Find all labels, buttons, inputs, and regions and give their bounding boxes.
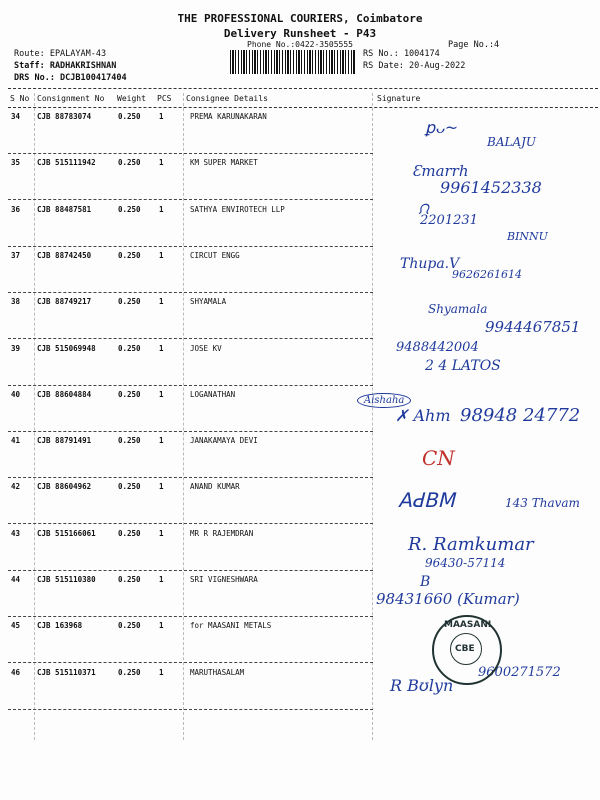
row-consignee: SATHYA ENVIROTECH LLP	[190, 204, 285, 214]
row-weight: 0.250	[118, 389, 141, 399]
row-pcs: 1	[159, 297, 164, 307]
row-pcs: 1	[159, 482, 164, 492]
header-divider	[8, 88, 598, 89]
handwriting-note: BALAJU	[487, 135, 537, 149]
handwriting-note: 143 Thavam	[505, 496, 580, 510]
col-consignment: Consignment No	[37, 94, 105, 103]
drs-number: DRS No.: DCJB100417404	[14, 73, 127, 83]
handwriting-note: 98431660 (Kumar)	[376, 590, 520, 608]
company-name: THE PROFESSIONAL COURIERS, Coimbatore	[177, 12, 423, 25]
row-sno: 44	[11, 575, 21, 584]
stamp-text: MAASANI	[444, 620, 492, 630]
row-sno: 35	[11, 158, 21, 168]
row-consignee: LOGANATHAN	[190, 389, 236, 399]
row-consignment: CJB 88791491	[37, 436, 92, 446]
row-pcs: 1	[159, 575, 164, 584]
row-consignee: SRI VIGNESHWARA	[190, 575, 258, 584]
row-consignment: CJB 88783074	[37, 112, 92, 121]
row-weight: 0.250	[118, 436, 141, 446]
signature-scribble: Thupa.V	[400, 256, 460, 272]
stamp-inner-text: CBE	[455, 644, 475, 654]
signature-scribble: B	[420, 574, 431, 590]
row-sno: 40	[11, 389, 21, 399]
row-pcs: 1	[159, 112, 164, 121]
handwriting-note: R. Ramkumar	[408, 534, 534, 555]
col-signature: Signature	[377, 94, 421, 103]
row-pcs: 1	[159, 158, 164, 168]
row-divider	[8, 709, 373, 710]
row-sno: 46	[11, 667, 21, 677]
handwriting-note: 2 4 LATOS	[425, 358, 501, 374]
row-weight: 0.250	[118, 667, 141, 677]
signature-scribble: ✗ Ahm	[395, 406, 451, 425]
phone-number: Phone No.:0422-3505555	[247, 40, 353, 49]
table-row	[0, 432, 600, 478]
row-weight: 0.250	[118, 158, 141, 168]
col-pcs: PCS	[157, 94, 172, 103]
row-pcs: 1	[159, 528, 164, 538]
route-label: Route: EPALAYAM-43	[14, 49, 107, 59]
row-weight: 0.250	[118, 250, 141, 260]
row-consignee: KM SUPER MARKET	[190, 158, 258, 168]
row-consignment: CJB 515110371	[37, 667, 96, 677]
row-consignee: PREMA KARUNAKARAN	[190, 112, 267, 121]
document-title: Delivery Runsheet - P43	[223, 27, 377, 40]
handwriting-note: 9600271572	[478, 665, 561, 680]
handwriting-note: 9961452338	[440, 178, 542, 197]
staff-label: Staff: RADHAKRISHNAN	[14, 61, 117, 71]
row-consignee: JOSE KV	[190, 343, 222, 353]
handwriting-note: 9488442004	[396, 340, 479, 355]
row-sno: 38	[11, 297, 21, 307]
row-consignment: CJB 515166061	[37, 528, 96, 538]
row-consignment: CJB 88487581	[37, 204, 92, 214]
handwriting-note: CN	[422, 446, 455, 470]
company-stamp	[432, 615, 502, 685]
row-sno: 43	[11, 528, 21, 538]
row-pcs: 1	[159, 204, 164, 214]
handwriting-note: Shyamala	[428, 302, 488, 316]
row-consignment: CJB 515069948	[37, 343, 96, 353]
page-number: Page No.:4	[448, 40, 500, 50]
signature-scribble: Ɛmarrh	[412, 162, 469, 180]
rs-date: RS Date: 20-Aug-2022	[363, 61, 466, 71]
handwriting-note: 2201231	[420, 213, 478, 228]
signature-scribble: R Bʊlyn	[390, 676, 454, 695]
signature-scribble: ꝑᴗ~	[425, 118, 459, 137]
row-weight: 0.250	[118, 482, 141, 492]
handwriting-note: 9626261614	[452, 268, 522, 281]
row-consignee: SHYAMALA	[190, 297, 227, 307]
col-weight: Weight	[117, 94, 146, 103]
row-sno: 37	[11, 250, 21, 260]
row-consignment: CJB 163968	[37, 621, 83, 631]
signature-scribble: ᙁ	[418, 202, 429, 218]
col-consignee: Consignee Details	[186, 94, 268, 103]
handwriting-note: 96430-57114	[425, 556, 506, 570]
table-row	[0, 617, 600, 663]
rs-number: RS No.: 1004174	[363, 49, 440, 59]
handwriting-note: BINNU	[507, 230, 548, 243]
row-consignee: CIRCUT ENGG	[190, 250, 240, 260]
row-sno: 39	[11, 343, 21, 353]
row-consignee: for MAASANI METALS	[190, 621, 272, 631]
row-weight: 0.250	[118, 575, 141, 584]
row-sno: 36	[11, 204, 21, 214]
row-consignee: MR R RAJEMDRAN	[190, 528, 254, 538]
row-consignment: CJB 515111942	[37, 158, 96, 168]
handwriting-note: 9944467851	[485, 318, 581, 336]
row-pcs: 1	[159, 621, 164, 631]
row-consignment: CJB 515110380	[37, 575, 96, 584]
row-sno: 34	[11, 112, 21, 121]
row-sno: 45	[11, 621, 21, 631]
table-row	[0, 340, 600, 386]
row-weight: 0.250	[118, 621, 141, 631]
row-weight: 0.250	[118, 297, 141, 307]
row-consignment: CJB 88604884	[37, 389, 92, 399]
handwriting-note: 98948 24772	[460, 405, 581, 426]
row-pcs: 1	[159, 436, 164, 446]
handwriting-note: Aishaha	[357, 393, 411, 408]
row-pcs: 1	[159, 343, 164, 353]
row-consignee: MARUTHASALAM	[190, 667, 245, 677]
signature-scribble: ꓮꓒꓐꓟ	[398, 488, 455, 512]
row-weight: 0.250	[118, 528, 141, 538]
row-sno: 42	[11, 482, 21, 492]
row-consignment: CJB 88604962	[37, 482, 92, 492]
col-sno: S No	[10, 94, 30, 103]
row-pcs: 1	[159, 389, 164, 399]
row-weight: 0.250	[118, 343, 141, 353]
row-consignment: CJB 88749217	[37, 297, 92, 307]
row-consignment: CJB 88742450	[37, 250, 92, 260]
row-consignee: JANAKAMAYA DEVI	[190, 436, 258, 446]
row-sno: 41	[11, 436, 21, 446]
row-weight: 0.250	[118, 112, 141, 121]
row-pcs: 1	[159, 250, 164, 260]
barcode	[230, 50, 355, 74]
row-weight: 0.250	[118, 204, 141, 214]
row-consignee: ANAND KUMAR	[190, 482, 240, 492]
row-pcs: 1	[159, 667, 164, 677]
